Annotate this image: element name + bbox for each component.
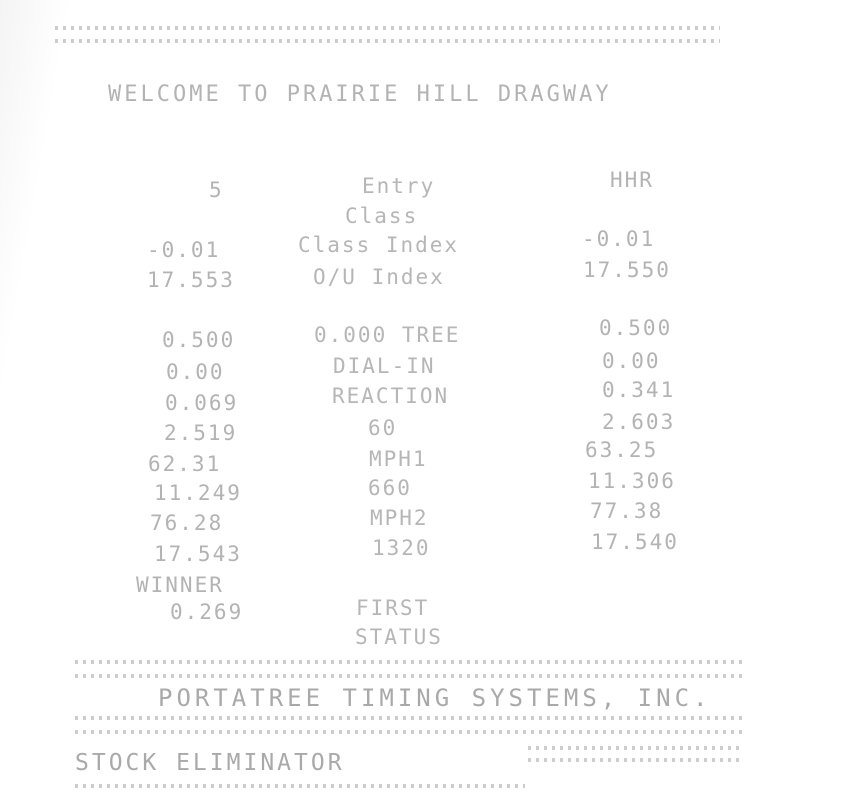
print-noise-bottom (75, 784, 525, 788)
right-reaction-value: 0.341 (602, 378, 676, 402)
left-dial-in-value: 0.00 (166, 360, 225, 384)
left-reaction-value: 0.069 (165, 391, 239, 415)
race-class-name: STOCK ELIMINATOR (75, 750, 345, 776)
class-index-label: Class Index (298, 233, 460, 257)
print-noise-low-3 (528, 746, 743, 750)
right-mph1-value: 63.25 (585, 438, 659, 462)
quarter-label: 1320 (372, 536, 431, 560)
right-six-sixty-value: 11.306 (588, 469, 676, 493)
left-margin-value: 0.269 (170, 600, 244, 624)
right-sixty-value: 2.603 (602, 410, 676, 434)
right-mph2-value: 77.38 (590, 499, 664, 523)
entry-label: Entry (362, 174, 436, 198)
left-ou-index-value: 17.553 (147, 268, 235, 292)
left-mph2-value: 76.28 (150, 511, 224, 535)
print-noise-low-2 (75, 730, 743, 734)
dial-in-label: DIAL-IN (333, 354, 436, 378)
left-entry-value: 5 (209, 178, 224, 202)
right-class-index-value: -0.01 (582, 227, 656, 251)
left-mph1-value: 62.31 (148, 452, 222, 476)
left-result: WINNER (136, 573, 224, 597)
print-noise-mid-2 (75, 674, 743, 678)
left-quarter-value: 17.543 (154, 542, 242, 566)
print-noise-mid-1 (75, 660, 743, 664)
status-label: STATUS (355, 625, 443, 649)
print-noise-top-2 (55, 39, 720, 43)
right-tree-value: 0.500 (599, 316, 673, 340)
print-noise-top (55, 26, 720, 30)
first-label: FIRST (356, 596, 430, 620)
company-name: PORTATREE TIMING SYSTEMS, INC. (158, 684, 712, 712)
mph2-label: MPH2 (370, 506, 429, 530)
right-entry-value: HHR (610, 168, 654, 192)
six-sixty-label: 660 (368, 476, 412, 500)
class-label: Class (345, 204, 419, 228)
left-sixty-value: 2.519 (164, 421, 238, 445)
reaction-label: REACTION (332, 384, 450, 408)
print-noise-low-4 (528, 758, 743, 762)
print-noise-low-1 (75, 716, 743, 720)
ou-index-label: O/U Index (313, 265, 445, 289)
right-dial-in-value: 0.00 (602, 349, 661, 373)
sixty-label: 60 (368, 416, 398, 440)
left-class-index-value: -0.01 (147, 238, 221, 262)
left-six-sixty-value: 11.249 (154, 481, 242, 505)
welcome-heading: WELCOME TO PRAIRIE HILL DRAGWAY (108, 82, 612, 107)
right-ou-index-value: 17.550 (583, 258, 671, 282)
right-quarter-value: 17.540 (591, 530, 679, 554)
tree-label: 0.000 TREE (314, 323, 461, 347)
left-tree-value: 0.500 (162, 328, 236, 352)
mph1-label: MPH1 (369, 447, 428, 471)
